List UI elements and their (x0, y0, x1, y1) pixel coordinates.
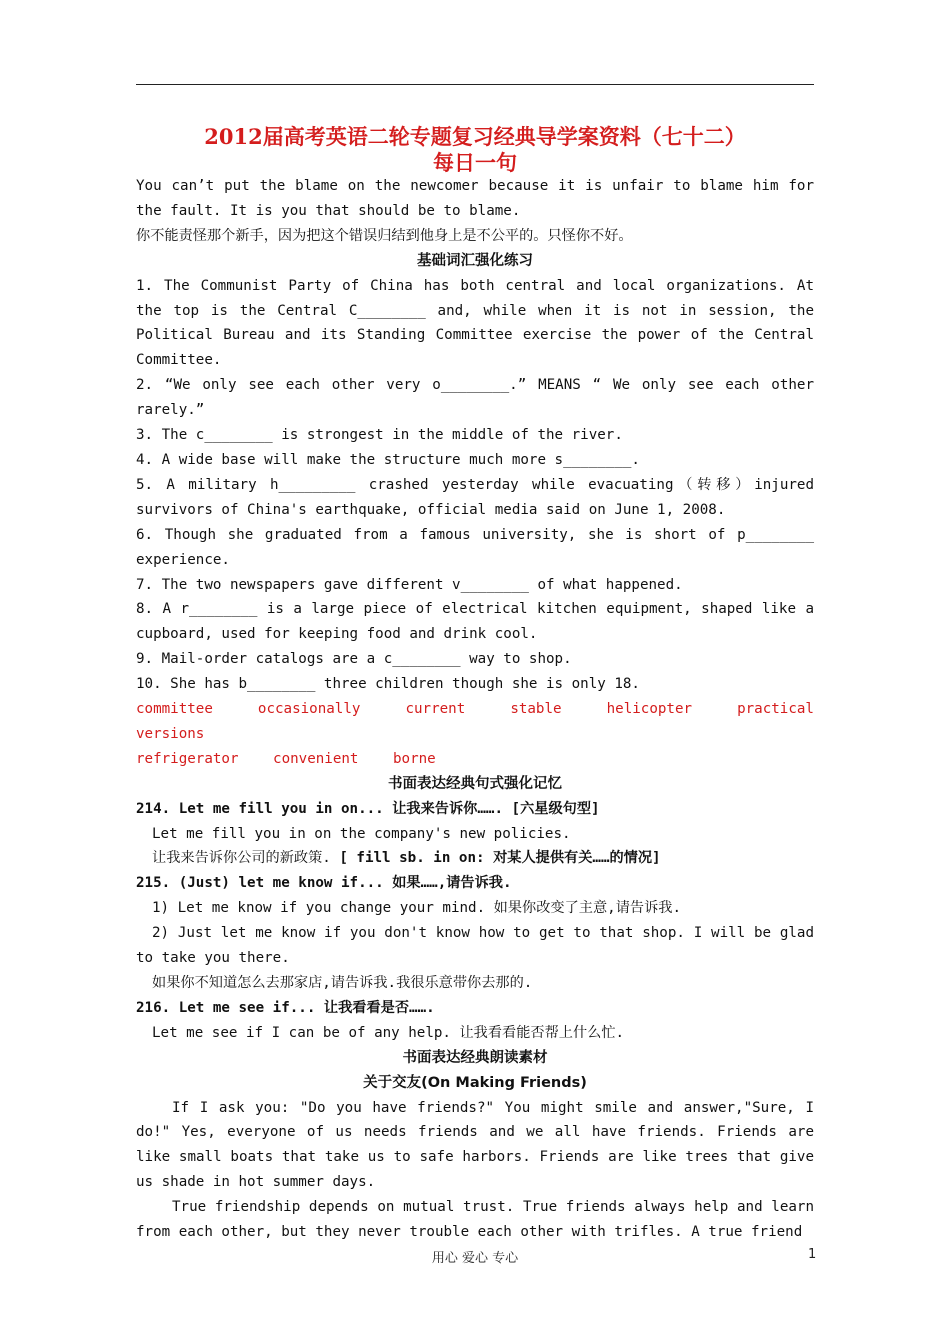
pattern-214-translation: 让我来告诉你公司的新政策. (152, 850, 340, 867)
answer-word: versions (136, 725, 205, 742)
daily-sentence-en: You can’t put the blame on the newcomer because it is unfair to blame him for the fault. It is you that should be to blame. (136, 178, 814, 219)
pattern-214-example-cn (136, 846, 814, 871)
vocab-exercise-heading: 基础词汇强化练习 (417, 252, 533, 269)
answer-word: refrigerator (136, 750, 239, 767)
answer-word: occasionally (257, 701, 361, 718)
exercise-item: 2. “We only see each other very o________.” MEANS “ We only see each other rarely.” (136, 377, 814, 419)
exercise-item: 4. A wide base will make the structure much more s________. (136, 451, 640, 468)
pattern-214-example-en: Let me fill you in on the company's new policies. (152, 825, 571, 842)
sentence-pattern-heading: 书面表达经典句式强化记忆 (388, 775, 562, 792)
pattern-216-example: Let me see if I can be of any help. 让我看看能否帮上什么忙. (152, 1024, 625, 1041)
exercise-item: 7. The two newspapers gave different v________ of what happened. (136, 576, 683, 593)
exercise-item: 9. Mail-order catalogs are a c________ way to shop. (136, 651, 572, 668)
answer-words-row (136, 697, 814, 722)
document-title: 2012届高考英语二轮专题复习经典导学案资料（七十二） (204, 124, 746, 149)
answer-word: borne (393, 750, 436, 767)
pattern-215-example-2-cn: 如果你不知道怎么去那家店,请告诉我.我很乐意带你去那的. (152, 975, 533, 991)
exercise-item: 8. A r________ is a large piece of electrical kitchen equipment, shaped like a cupboard, used for keeping food and drink cool. (136, 601, 814, 643)
exercise-item: 10. She has b________ three children though she is only 18. (136, 676, 640, 693)
answer-word: practical (737, 701, 814, 718)
pattern-214-title: 214. Let me fill you in on... 让我来告诉你……. [六星级句型] (136, 800, 600, 817)
reading-paragraph: If I ask you: "Do you have friends?" You might smile and answer,"Sure, I do!" Yes, everyone of us needs friends and we all have friends. Friends are like small boats that take us to safe harbors. Friends are like trees that give us shade in hot summer days. (136, 1099, 814, 1191)
exercise-item: 6. Though she graduated from a famous university, she is short of p________ experience. (136, 526, 814, 568)
reading-title: 关于交友(On Making Friends) (363, 1074, 587, 1091)
answer-word: committee (136, 701, 213, 718)
pattern-216-title: 216. Let me see if... 让我看看是否……. (136, 999, 435, 1016)
pattern-215-example-1: 1) Let me know if you change your mind. 如果你改变了主意,请告诉我. (152, 900, 681, 917)
answer-word: current (405, 701, 466, 718)
answer-word: convenient (273, 750, 359, 767)
reading-paragraph: True friendship depends on mutual trust. True friends always help and learn from each other, but they never trouble each other with trifles. A true friend (136, 1199, 814, 1241)
page-number: 1 (808, 1247, 817, 1262)
pattern-214-note: [ fill sb. in on: 对某人提供有关……的情况] (339, 850, 661, 867)
daily-sentence-cn: 你不能责怪那个新手，因为把这个错误归结到他身上是不公平的。只怪你不好。 (136, 227, 633, 244)
document-body (136, 174, 814, 1245)
answer-word: helicopter (606, 701, 693, 718)
header-rule (136, 84, 814, 85)
exercise-item: 5. A military h_________ crashed yesterday while evacuating（转移）injured survivors of China's earthquake, official media said on June 1, 2008. (136, 476, 814, 518)
exercise-item: 3. The c________ is strongest in the middle of the river. (136, 427, 623, 444)
page-footer: 用心 爱心 专心 (431, 1251, 519, 1266)
answer-word: stable (510, 701, 562, 718)
section-title-daily-sentence: 每日一句 (433, 150, 517, 175)
exercise-item: 1. The Communist Party of China has both central and local organizations. At the top is the Central C________ and, while when it is not in session, the Political Bureau and its Standing Committee exercise the power of the Central Committee. (136, 277, 814, 369)
pattern-215-title: 215. (Just) let me know if... 如果……,请告诉我. (136, 875, 512, 892)
answer-words-row (136, 747, 814, 772)
pattern-215-example-2: 2) Just let me know if you don't know how to get to that shop. I will be glad to take you there. (136, 925, 814, 967)
reading-material-heading: 书面表达经典朗读素材 (402, 1049, 548, 1066)
